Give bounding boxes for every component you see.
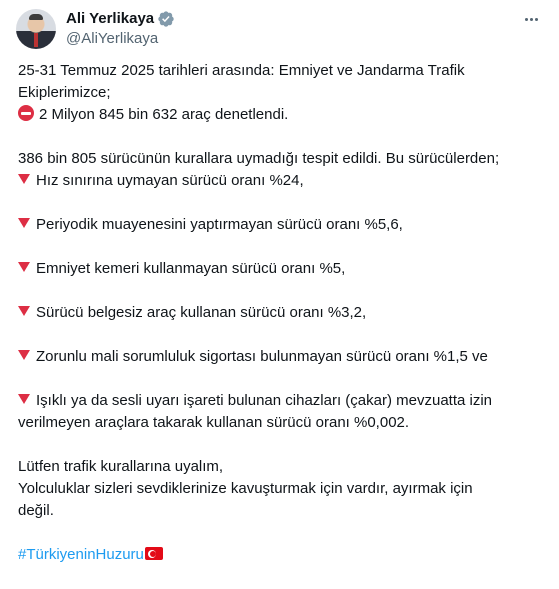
summary-line: 386 bin 805 sürücünün kurallara uymadığı tespit edildi. Bu sürücülerden; <box>18 150 500 167</box>
bullet-text: Sürücü belgesiz araç kullanan sürücü oranı %3,2, <box>36 304 367 321</box>
bullet-item <box>18 302 548 324</box>
stat-line <box>18 104 548 126</box>
red-triangle-down-icon <box>18 306 30 316</box>
turkey-flag-icon <box>145 547 163 560</box>
author-name[interactable]: Ali Yerlikaya <box>66 10 155 27</box>
closing-line: değil. <box>18 502 54 519</box>
red-triangle-down-icon <box>18 174 30 184</box>
bullet-continuation: verilmeyen araçlara takarak kullanan sürücü oranı %0,002. <box>18 414 410 431</box>
bullet-text: Işıklı ya da sesli uyarı işareti bulunan cihazları (çakar) mevzuatta izin <box>36 392 493 409</box>
red-triangle-down-icon <box>18 218 30 228</box>
bullet-item <box>18 346 548 368</box>
more-icon[interactable] <box>519 9 543 29</box>
red-triangle-down-icon <box>18 262 30 272</box>
closing-line: Yolculuklar sizleri sevdiklerinize kavuşturmak için vardır, ayırmak için <box>18 480 473 497</box>
closing-line: Lütfen trafik kurallarına uyalım, <box>18 458 224 475</box>
tweet-text <box>18 60 548 566</box>
verified-badge-icon <box>157 10 175 28</box>
hashtag-line <box>18 544 548 566</box>
red-triangle-down-icon <box>18 394 30 404</box>
bullet-item <box>18 170 548 192</box>
stat-text: 2 Milyon 845 bin 632 araç denetlendi. <box>39 106 289 123</box>
avatar[interactable] <box>16 9 56 49</box>
author-handle[interactable]: @AliYerlikaya <box>66 30 159 47</box>
bullet-item <box>18 258 548 280</box>
bullet-text: Hız sınırına uymayan sürücü oranı %24, <box>36 172 304 189</box>
intro-line: Ekiplerimizce; <box>18 84 111 101</box>
tweet-header <box>16 9 543 49</box>
avatar-hair <box>29 14 43 20</box>
author-name-row <box>66 9 175 29</box>
hashtag-link[interactable]: #TürkiyeninHuzuru <box>18 546 144 563</box>
bullet-text: Periyodik muayenesini yaptırmayan sürücü oranı %5,6, <box>36 216 403 233</box>
red-triangle-down-icon <box>18 350 30 360</box>
avatar-tie <box>34 33 38 47</box>
intro-line: 25-31 Temmuz 2025 tarihleri arasında: Emniyet ve Jandarma Trafik <box>18 62 465 79</box>
bullet-item <box>18 214 548 236</box>
bullet-item <box>18 390 548 412</box>
bullet-text: Emniyet kemeri kullanmayan sürücü oranı %5, <box>36 260 346 277</box>
bullet-text: Zorunlu mali sorumluluk sigortası bulunmayan sürücü oranı %1,5 ve <box>36 348 488 365</box>
no-entry-icon <box>18 105 34 121</box>
